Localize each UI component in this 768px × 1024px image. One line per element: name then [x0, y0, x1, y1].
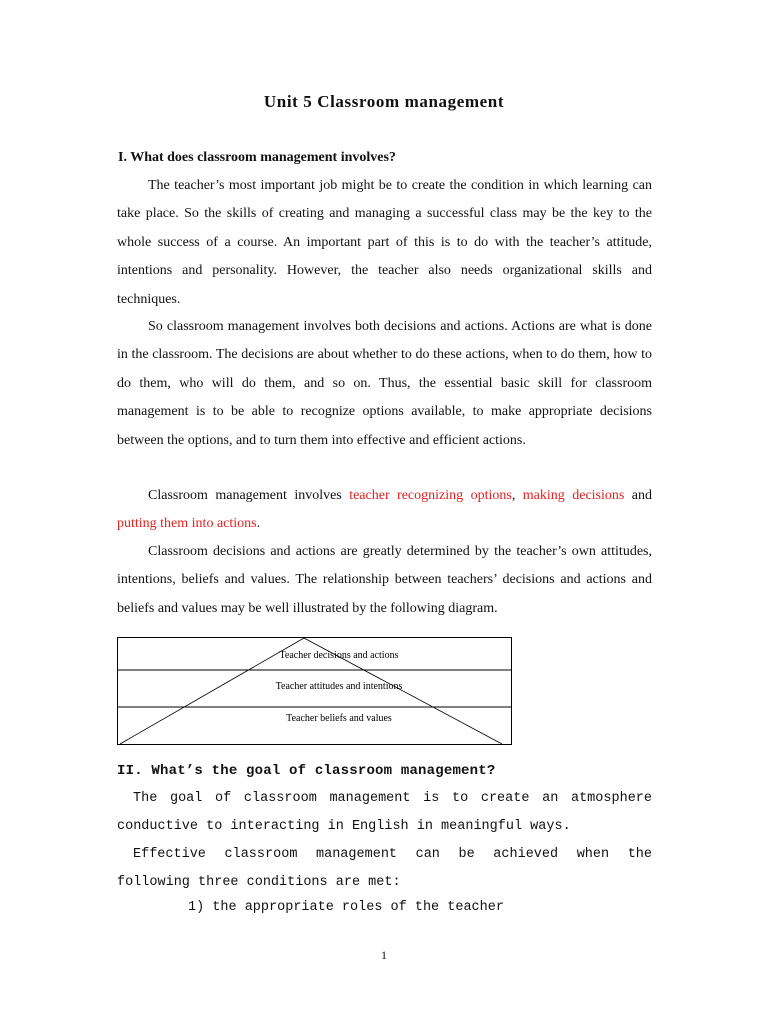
section-heading-2: II. What’s the goal of classroom management? [117, 763, 496, 779]
list-item-1: 1) the appropriate roles of the teacher [188, 900, 504, 915]
paragraph-5: The goal of classroom management is to create an atmosphere conductive to interacting in English in meaningful ways. [117, 791, 652, 835]
beliefs-actions-diagram [117, 637, 512, 745]
highlight-putting-into-actions: putting them into actions [117, 516, 257, 532]
paragraph-3-end: . [256, 516, 261, 532]
diagram-row-decisions: Teacher decisions and actions [279, 650, 399, 661]
paragraph-4: Classroom decisions and actions are greatly determined by the teacher’s own attitudes, intentions, beliefs and values. The relationship between teachers’ decisions and actions and beliefs and values may be well illustrated by the following diagram. [117, 544, 652, 616]
highlight-making-decisions: making decisions [522, 488, 625, 503]
paragraph-3-and: and [624, 488, 652, 503]
paragraph-2: So classroom management involves both decisions and actions. Actions are what is done in the classroom. The decisions are about whether to do these actions, when to do them, how to do them, who will do them, and so on. Thus, the essential basic skill for classroom management is to be able to recognize options available, to make appropriate decisions between the options, and to turn them into effective and efficient actions. [117, 319, 652, 448]
section-heading-1: I. What does classroom management involves? [118, 150, 396, 165]
diagram-row-beliefs: Teacher beliefs and values [286, 713, 392, 724]
diagram-row-attitudes: Teacher attitudes and intentions [275, 681, 403, 692]
page-number: 1 [381, 948, 387, 962]
page-title: Unit 5 Classroom management [263, 92, 505, 111]
paragraph-6: Effective classroom management can be achieved when the following three conditions are met: [117, 847, 652, 891]
highlight-recognizing-options: teacher recognizing options [349, 488, 512, 503]
paragraph-1: The teacher’s most important job might be to create the condition in which learning can take place. So the skills of creating and managing a successful class may be the key to the whole success of a course. An important part of this is to do with the teacher’s attitude, intentions and personality. However, the teacher also needs organizational skills and techniques. [117, 178, 652, 307]
paragraph-3 [117, 482, 652, 539]
paragraph-3-lead: Classroom management involves [148, 488, 350, 503]
paragraph-3-separator: , [511, 488, 523, 503]
